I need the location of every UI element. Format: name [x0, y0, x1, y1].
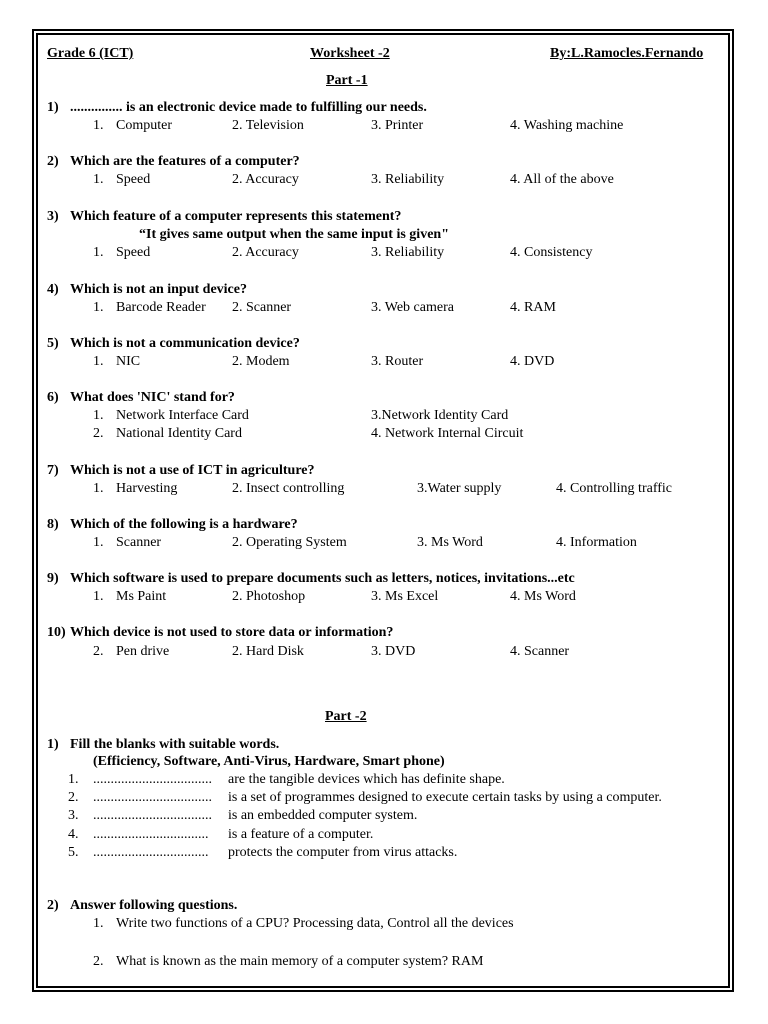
option-text: 4. Consistency [510, 245, 593, 260]
part2-q2-text: Answer following questions. [70, 898, 238, 913]
part2-title: Part -2 [325, 709, 367, 724]
option-text: 4. Washing machine [510, 118, 624, 133]
option-text: 3. Reliability [371, 172, 445, 187]
author-label: By:L.Ramocles.Fernando [550, 46, 704, 61]
option-text: Speed [116, 245, 151, 260]
question-number: 10) [47, 625, 66, 640]
answer-item-text: Write two functions of a CPU? Processing data, Control all the devices [116, 916, 514, 931]
answer-item-text: What is known as the main memory of a computer system? RAM [116, 954, 484, 969]
blank-item-number: 1. [68, 772, 79, 787]
option-text: Barcode Reader [116, 300, 206, 315]
option-text: 3. Ms Excel [371, 589, 439, 604]
question-text: Which device is not used to store data or information? [70, 625, 394, 640]
option-number: 2. [93, 426, 104, 441]
option-text: 4. Controlling traffic [556, 481, 672, 496]
option-number: 1. [93, 535, 104, 550]
blank-item-number: 3. [68, 808, 79, 824]
question-number: 1) [47, 100, 59, 115]
blank-item-text: is an embedded computer system. [228, 808, 418, 824]
option-text: 2. Insect controlling [232, 481, 345, 496]
question-text: Which of the following is a hardware? [70, 517, 298, 532]
option-number: 1. [93, 408, 104, 423]
question-text: What does 'NIC' stand for? [70, 390, 235, 405]
question-number: 3) [47, 209, 59, 224]
option-text: 3. Ms Word [417, 535, 483, 550]
option-text: 3.Network Identity Card [371, 408, 509, 423]
question-text: Which is not a use of ICT in agriculture? [70, 463, 315, 478]
option-text: Computer [116, 118, 172, 133]
part2-q1-number: 1) [47, 737, 59, 752]
option-text: 4. All of the above [510, 172, 614, 187]
blank-dots: ................................. [93, 826, 209, 842]
part2-q2-number: 2) [47, 898, 59, 913]
question-number: 9) [47, 571, 59, 586]
question-number: 8) [47, 517, 59, 532]
option-text: 2. Operating System [232, 535, 347, 550]
blank-item-number: 5. [68, 844, 79, 860]
question-number: 7) [47, 463, 59, 478]
blank-item-text: is a set of programmes designed to execute certain tasks by using a computer. [228, 790, 662, 806]
word-bank: (Efficiency, Software, Anti-Virus, Hardware, Smart phone) [93, 754, 445, 769]
option-text: 2. Television [232, 118, 304, 133]
option-number: 1. [93, 354, 104, 369]
question-text: Which are the features of a computer? [70, 154, 300, 169]
option-text: 2. Scanner [232, 300, 292, 315]
option-text: 4. Scanner [510, 644, 570, 659]
option-text: 2. Hard Disk [232, 644, 304, 659]
question-text: Which is not a communication device? [70, 336, 300, 351]
blank-item-text: is a feature of a computer. [228, 826, 374, 842]
option-text: Speed [116, 172, 151, 187]
option-text: 4. Ms Word [510, 589, 576, 604]
option-text: Scanner [116, 535, 162, 550]
option-text: Ms Paint [116, 589, 167, 604]
option-text: National Identity Card [116, 426, 242, 441]
question-text: Which is not an input device? [70, 282, 247, 297]
part1-title: Part -1 [326, 73, 368, 88]
option-text: 4. Information [556, 535, 637, 550]
part2-q1-text: Fill the blanks with suitable words. [70, 737, 280, 752]
option-text: 2. Modem [232, 354, 290, 369]
option-text: Harvesting [116, 481, 178, 496]
blank-item-text: are the tangible devices which has definite shape. [228, 772, 505, 787]
option-number: 1. [93, 118, 104, 133]
question-number: 4) [47, 282, 59, 297]
question-text: Which software is used to prepare documents such as letters, notices, invitations...etc [70, 571, 575, 586]
grade-label: Grade 6 (ICT) [47, 46, 134, 61]
option-text: 3. Web camera [371, 300, 454, 315]
option-text: 4. DVD [510, 354, 555, 369]
option-number: 1. [93, 481, 104, 496]
option-number: 2. [93, 644, 104, 659]
option-text: 3. Reliability [371, 245, 445, 260]
question-text: Which feature of a computer represents this statement? [70, 209, 402, 224]
question-quote: “It gives same output when the same input is given" [139, 227, 449, 242]
option-text: 3. Router [371, 354, 424, 369]
question-number: 5) [47, 336, 59, 351]
question-text: ............... is an electronic device made to fulfilling our needs. [70, 100, 427, 115]
option-number: 1. [93, 245, 104, 260]
blank-item-number: 2. [68, 790, 79, 806]
blank-dots: .................................. [93, 790, 212, 806]
blank-dots: .................................. [93, 772, 212, 787]
option-text: 3. DVD [371, 644, 416, 659]
option-text: Network Interface Card [116, 408, 249, 423]
option-text: 4. RAM [510, 300, 556, 315]
option-number: 1. [93, 300, 104, 315]
option-text: 3. Printer [371, 118, 424, 133]
option-number: 1. [93, 172, 104, 187]
answer-item-number: 2. [93, 954, 104, 969]
blank-item-text: protects the computer from virus attacks. [228, 844, 458, 860]
option-text: Pen drive [116, 644, 170, 659]
option-text: 2. Accuracy [232, 172, 299, 187]
blank-item-number: 4. [68, 826, 79, 842]
blank-dots: .................................. [93, 808, 212, 824]
option-text: 2. Accuracy [232, 245, 299, 260]
option-text: NIC [116, 354, 141, 369]
answer-item-number: 1. [93, 916, 104, 931]
blank-dots: ................................. [93, 844, 209, 860]
question-number: 6) [47, 390, 59, 405]
worksheet-title: Worksheet -2 [310, 46, 390, 61]
option-text: 4. Network Internal Circuit [371, 426, 524, 441]
option-text: 3.Water supply [417, 481, 502, 496]
option-number: 1. [93, 589, 104, 604]
option-text: 2. Photoshop [232, 589, 306, 604]
question-number: 2) [47, 154, 59, 169]
